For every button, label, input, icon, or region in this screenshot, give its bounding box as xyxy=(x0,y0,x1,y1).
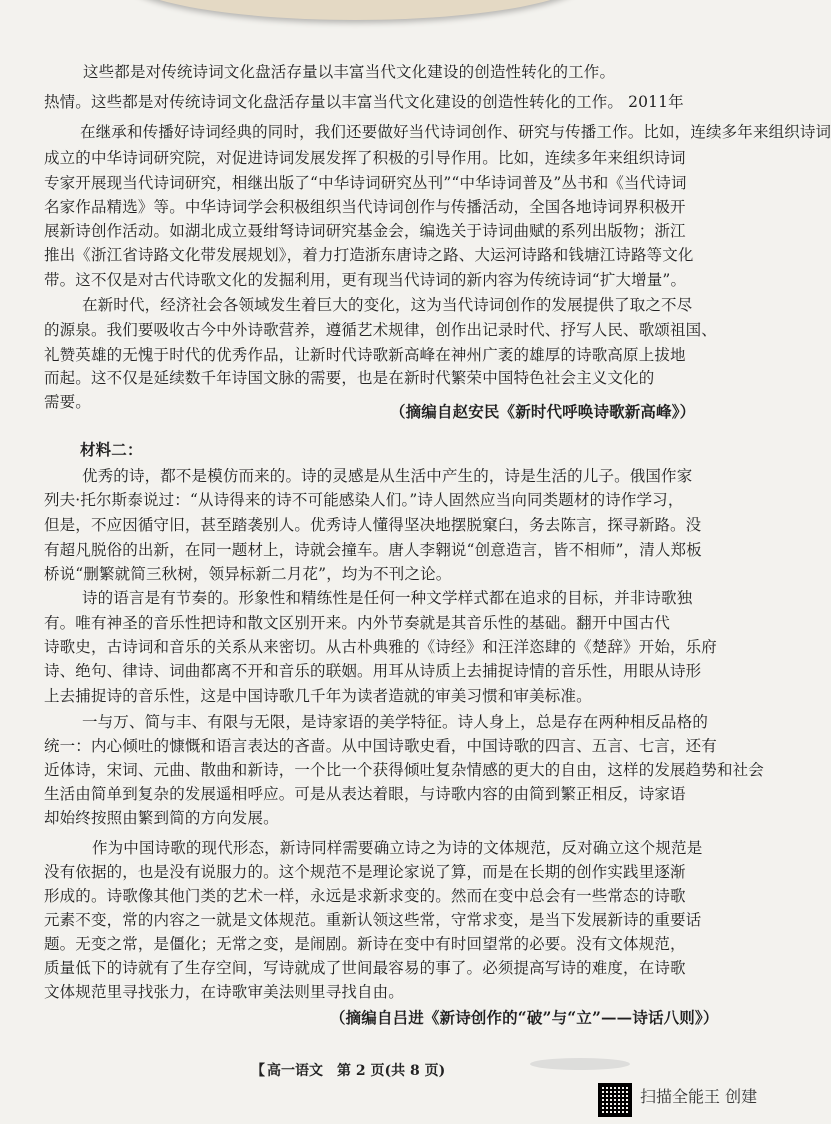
text-line: 这些都是对传统诗词文化盘活存量以丰富当代文化建设的创造性转化的工作。 xyxy=(83,63,616,81)
qr-code-icon xyxy=(598,1083,632,1117)
text-line: 质量低下的诗就有了生存空间，写诗就成了世间最容易的事了。必须提高写诗的难度，在诗歌 xyxy=(44,959,686,977)
text-line: 诗、绝句、律诗、词曲都离不开和音乐的联姻。用耳从诗质上去捕捉诗情的音乐性，用眼从诗形 xyxy=(44,662,702,680)
text-line: 文体规范里寻找张力，在诗歌审美法则里寻找自由。 xyxy=(44,983,404,1001)
text-line: 却始终按照由繁到简的方向发展。 xyxy=(44,809,279,827)
text-line: 没有依据的，也是没有说服力的。这个规范不是理论家说了算，而是在长期的创作实践里逐渐 xyxy=(44,863,686,881)
text-line: 近体诗，宋词、元曲、散曲和新诗，一个比一个获得倾吐复杂情感的更大的自由，这样的发展趋势和社会 xyxy=(44,761,764,779)
text-line: 在继承和传播好诗词经典的同时，我们还要做好当代诗词创作、研究与传播工作。比如，连续多年来组织诗词 xyxy=(80,123,831,141)
scanner-watermark: 扫描全能王 创建 xyxy=(640,1087,758,1106)
text-line: 有超凡脱俗的出新，在同一题材上，诗就会撞车。唐人李翱说“创意造言，皆不相师”，清人郑板 xyxy=(44,541,702,559)
source-citation: （摘编自赵安民《新时代呼唤诗歌新高峰》） xyxy=(390,402,696,421)
text-line: 专家开展现当代诗词研究，相继出版了“中华诗词研究丛刊”“中华诗词普及”丛书和《当代诗词 xyxy=(44,174,687,192)
text-line: 作为中国诗歌的现代形态，新诗同样需要确立诗之为诗的文体规范，反对确立这个规范是 xyxy=(92,839,703,857)
text-line: 一与万、简与丰、有限与无限，是诗家语的美学特征。诗人身上，总是存在两种相反品格的 xyxy=(82,713,709,731)
page-footer xyxy=(251,1060,445,1080)
text-line: 优秀的诗，都不是模仿而来的。诗的灵感是从生活中产生的，诗是生活的儿子。俄国作家 xyxy=(82,467,693,485)
text-line: 礼赞英雄的无愧于时代的优秀作品，让新时代诗歌新高峰在神州广袤的雄厚的诗歌高原上拔地 xyxy=(44,346,686,364)
text-line: 形成的。诗歌像其他门类的艺术一样，永远是求新求变的。然而在变中总会有一些常态的诗歌 xyxy=(44,887,686,905)
text-line: 桥说“删繁就简三秋树，领异标新二月花”，均为不刊之论。 xyxy=(44,565,452,583)
text-line: 在新时代，经济社会各领域发生着巨大的变化，这为当代诗词创作的发展提供了取之不尽 xyxy=(82,296,693,314)
footer-label: 高一语文 第 2 页(共 8 页) xyxy=(267,1063,446,1079)
text-line: 名家作品精选》等。中华诗词学会积极组织当代诗词创作与传播活动，全国各地诗词界积极开 xyxy=(44,198,686,216)
text-line: 需要。 xyxy=(44,393,91,411)
text-line: 的源泉。我们要吸收古今中外诗歌营养，遵循艺术规律，创作出记录时代、抒写人民、歌颂祖国、 xyxy=(44,321,717,339)
text-line: 成立的中华诗词研究院，对促进诗词发展发挥了积极的引导作用。比如，连续多年来组织诗词 xyxy=(44,149,686,167)
section-heading: 材料二： xyxy=(80,440,143,459)
text-line: 诗的语言是有节奏的。形象性和精练性是任何一种文学样式都在追求的目标，并非诗歌独 xyxy=(82,589,693,607)
text-line: 统一：内心倾吐的慷慨和语言表达的吝啬。从中国诗歌史看，中国诗歌的四言、五言、七言，还有 xyxy=(44,737,717,755)
text-line: 列夫·托尔斯泰说过：“从诗得来的诗不可能感染人们。”诗人固然应当向同类题材的诗作学习， xyxy=(44,491,684,509)
source-citation: （摘编自吕进《新诗创作的“破”与“立”——诗话八则》） xyxy=(330,1008,719,1027)
text-line: 而起。这不仅是延续数千年诗国文脉的需要，也是在新时代繁荣中国特色社会主义文化的 xyxy=(44,369,655,387)
footer-bracket: 【 xyxy=(251,1063,265,1079)
text-line: 有。唯有神圣的音乐性把诗和散文区别开来。内外节奏就是其音乐性的基础。翻开中国古代 xyxy=(44,614,671,632)
scan-smudge xyxy=(530,1058,630,1070)
text-line: 推出《浙江省诗路文化带发展规划》，着力打造浙东唐诗之路、大运河诗路和钱塘江诗路等文化 xyxy=(44,246,694,264)
text-line: 但是，不应因循守旧，甚至踏袭别人。优秀诗人懂得坚决地摆脱窠臼，务去陈言，探寻新路。没 xyxy=(44,516,702,534)
text-line: 诗歌史，古诗词和音乐的关系从来密切。从古朴典雅的《诗经》和汪洋恣肆的《楚辞》开始，乐府 xyxy=(44,638,717,656)
text-line: 上去捕捉诗的音乐性，这是中国诗歌几千年为读者造就的审美习惯和审美标准。 xyxy=(44,687,592,705)
text-line: 带。这不仅是对古代诗歌文化的发掘利用，更有现当代诗词的新内容为传统诗词“扩大增量”。 xyxy=(44,271,687,289)
text-line: 元素不变，常的内容之一就是文体规范。重新认领这些常，守常求变，是当下发展新诗的重要话 xyxy=(44,911,702,929)
text-line: 题。无变之常，是僵化；无常之变，是闹剧。新诗在变中有时回望常的必要。没有文体规范， xyxy=(44,935,686,953)
text-line: 展新诗创作活动。如湖北成立聂绀弩诗词研究基金会，编选关于诗词曲赋的系列出版物；浙江 xyxy=(44,222,686,240)
text-line: 热情。这些都是对传统诗词文化盘活存量以丰富当代文化建设的创造性转化的工作。 2011年 xyxy=(44,93,684,111)
text-line: 生活由简单到复杂的发展遥相呼应。可是从表达着眼，与诗歌内容的由简到繁正相反，诗家语 xyxy=(44,785,686,803)
